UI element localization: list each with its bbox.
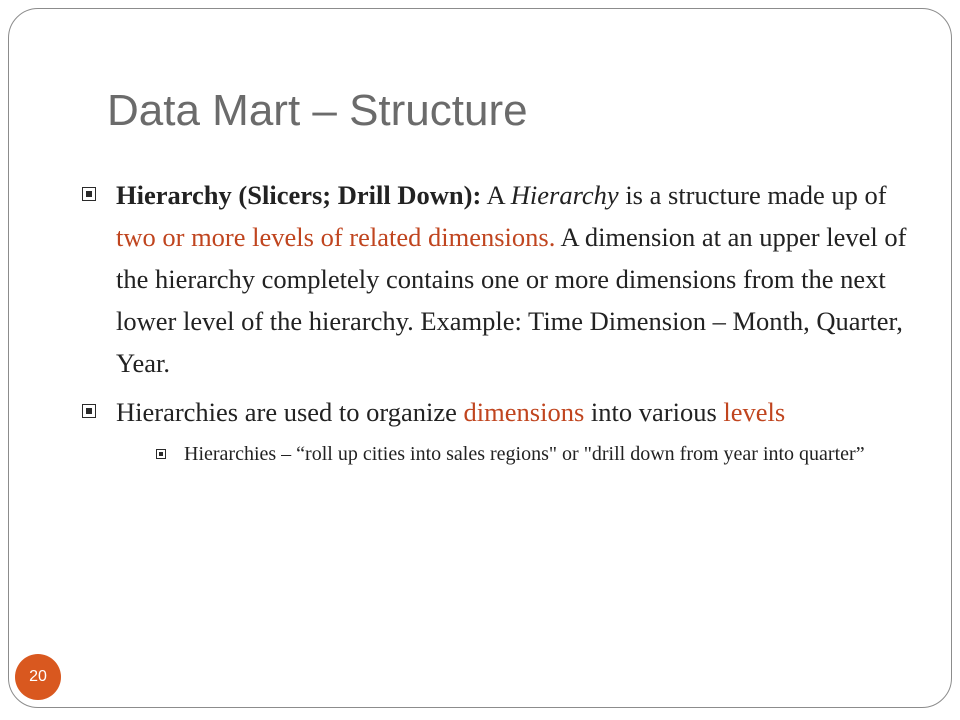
bullet-italic-term: Hierarchy: [510, 180, 619, 210]
bullet-highlight: two or more levels of related dimensions.: [116, 222, 556, 252]
bullet-text: Hierarchies are used to organize: [116, 397, 464, 427]
square-bullet-icon: [82, 187, 96, 201]
square-bullet-icon: [82, 404, 96, 418]
bullet-highlight: dimensions: [463, 397, 585, 427]
bullet-text: A: [481, 180, 511, 210]
slide-content: [76, 174, 916, 470]
bullet-hierarchies-usage: [76, 391, 916, 470]
sub-bullet-text: Hierarchies – “roll up cities into sales regions" or "drill down from year into quarter”: [184, 443, 865, 465]
slide-title: Data Mart – Structure: [107, 86, 528, 135]
square-sub-bullet-icon: [156, 449, 166, 459]
page-number-badge: 20: [15, 654, 61, 700]
bullet-text: A dimension at an upper level of the hierarchy completely contains one or more dimensions from the next lower level of the hierarchy. Example: Time Dimension – Month, Quarter, Year.: [116, 222, 907, 378]
bullet-text: into various: [584, 397, 724, 427]
bullet-highlight: levels: [723, 397, 786, 427]
bullet-text: is a structure made up of: [618, 180, 887, 210]
sub-bullet-example: [156, 438, 916, 470]
bullet-term: Hierarchy (Slicers; Drill Down):: [116, 180, 482, 210]
bullet-hierarchy-definition: [76, 174, 916, 384]
